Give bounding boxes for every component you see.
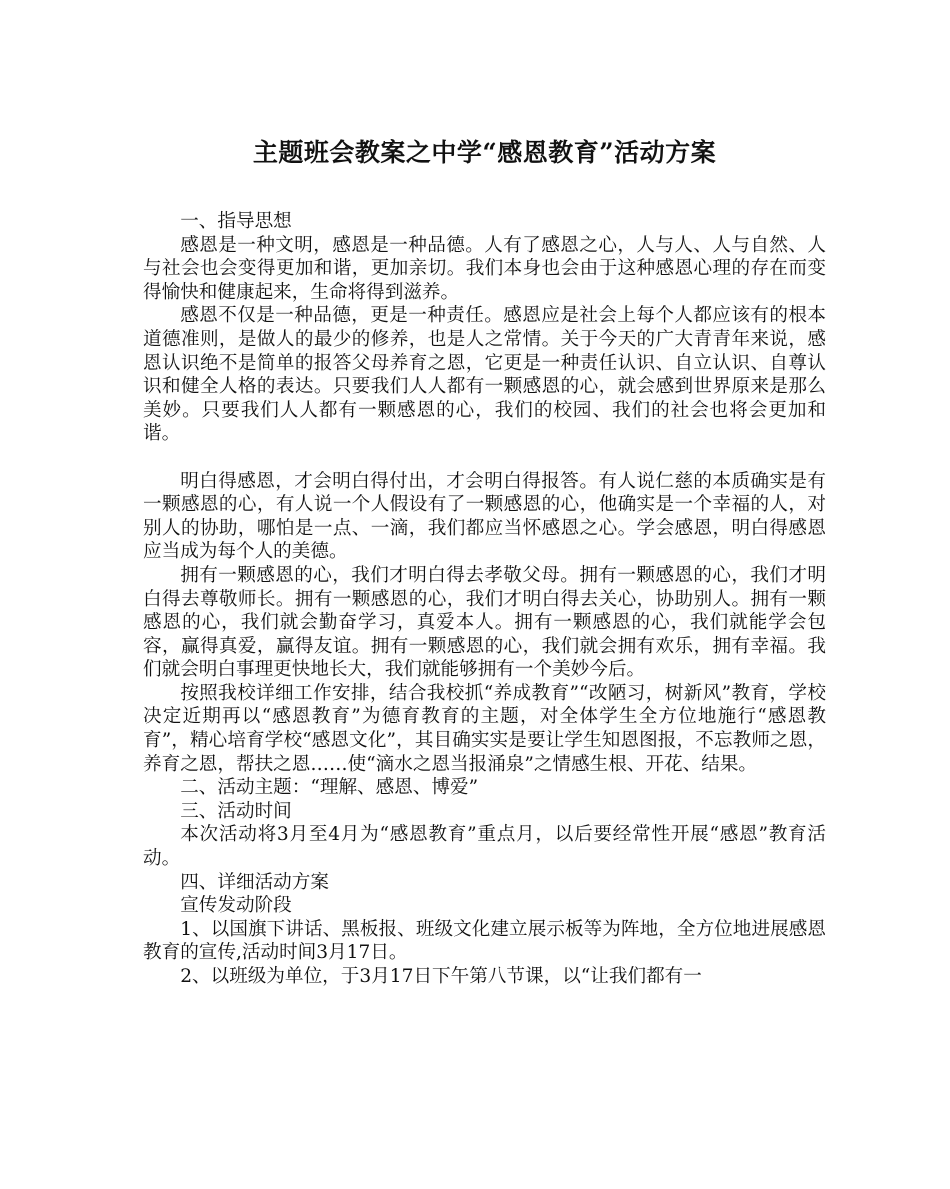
list-item: 2、以班级为单位，于3月17日下午第八节课，以“让我们都有一 [180, 966, 702, 987]
heading-activity-plan: 四、详细活动方案 [180, 871, 329, 893]
paragraph: 拥有一颗感恩的心，我们才明白得去孝敬父母。拥有一颗感恩的心，我们才明白得去尊敬师长。拥有一颗感恩的心，我们才明白得去关心，协助别人。拥有一颗感恩的心，我们就会勤奋学习，真爱本人。拥有一颗感恩的心，我们就能学会包容，赢得真爱，赢得友谊。拥有一颗感恩的心，我们就会拥有欢乐，拥有幸福。我们就会明白事理更快地长大，我们就能够拥有一个美妙今后。 [143, 564, 826, 681]
list-item: 1、以国旗下讲话、黑板报、班级文化建立展示板等为阵地，全方位地进展感恩教育的宣传,活动时间3月17日。 [143, 918, 826, 964]
paragraph: 感恩不仅是一种品德，更是一种责任。感恩应是社会上每个人都应该有的根本道德准则，是做人的最少的修养，也是人之常情。关于今天的广大青青年来说，感恩认识绝不是简单的报答父母养育之恩，它更是一种责任认识、自立认识、自尊认识和健全人格的表达。只要我们人人都有一颗感恩的心，就会感到世界原来是那么美妙。只要我们人人都有一颗感恩的心，我们的校园、我们的社会也将会更加和谐。 [143, 305, 826, 445]
document-page [143, 0, 826, 1189]
paragraph: 按照我校详细工作安排，结合我校抓“养成教育”“改陋习，树新风”教育，学校决定近期再以“感恩教育”为德育教育的主题，对全体学生全方位地施行“感恩教育”，精心培育学校“感恩文化”，其目确实实是要让学生知恩图报，不忘教师之恩，养育之恩，帮扶之恩……使“滴水之恩当报涌泉”之情感生根、开花、结果。 [143, 682, 826, 775]
document-body [143, 210, 826, 989]
paragraph: 本次活动将3月至4月为“感恩教育”重点月，以后要经常性开展“感恩”教育活动。 [143, 824, 826, 870]
document-title: 主题班会教案之中学“感恩教育”活动方案 [252, 138, 717, 167]
blank-line [143, 446, 826, 470]
heading-activity-time: 三、活动时间 [180, 800, 292, 822]
paragraph: 明白得感恩，才会明白得付出，才会明白得报答。有人说仁慈的本质确实是有一颗感恩的心，有人说一个人假设有了一颗感恩的心，他确实是一个幸福的人，对别人的协助，哪怕是一点、一滴，我们都应当怀感恩之心。学会感恩，明白得感恩应当成为每个人的美德。 [143, 470, 826, 563]
paragraph: 感恩是一种文明，感恩是一种品德。人有了感恩之心，人与人、人与自然、人与社会也会变得更加和谐，更加亲切。我们本身也会由于这种感恩心理的存在而变得愉快和健康起来，生命将得到滋养。 [143, 234, 826, 303]
heading-activity-theme: 二、活动主题：“理解、感恩、博爱” [180, 777, 479, 799]
heading-guiding-thought: 一、指导思想 [180, 211, 292, 232]
subheading-publicity-stage: 宣传发动阶段 [180, 895, 292, 917]
